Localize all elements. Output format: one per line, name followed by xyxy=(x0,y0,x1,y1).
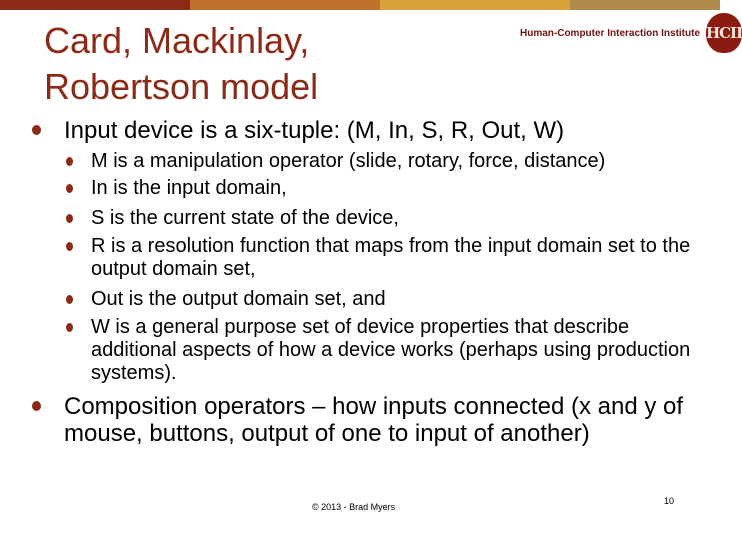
logo-text: Human-Computer Interaction Institute xyxy=(520,27,701,39)
bullet-dot-icon xyxy=(66,323,73,332)
bullet-text: Input device is a six-tuple: (M, In, S, R, Out, W) xyxy=(64,117,565,144)
hcii-logo xyxy=(520,10,742,56)
bullet-dot-icon xyxy=(32,125,41,135)
bullet-text: In is the input domain, xyxy=(91,177,287,199)
bullet-dot-icon xyxy=(66,295,73,304)
footer-copyright: © 2013 - Brad Myers xyxy=(312,502,396,512)
bullet-text: W is a general purpose set of device properties that describe additional aspects of how a device works (perhaps using production systems). xyxy=(91,316,691,384)
page-number: 10 xyxy=(664,496,675,506)
title-line-1: Card, Mackinlay, xyxy=(44,20,310,61)
bullet-dot-icon xyxy=(66,157,73,166)
bullet-dot-icon xyxy=(66,214,73,223)
bullet-text: M is a manipulation operator (slide, rotary, force, distance) xyxy=(91,150,606,172)
hcii-seal-icon xyxy=(706,13,742,53)
bullet-text: Composition operators – how inputs connected (x and y of mouse, buttons, output of one to input of another) xyxy=(64,393,684,447)
slide-title xyxy=(44,18,318,110)
title-line-2: Robertson model xyxy=(44,66,319,107)
bullet-text: Out is the output domain set, and xyxy=(91,288,386,310)
bullet-dot-icon xyxy=(66,242,73,251)
bullet-text: S is the current state of the device, xyxy=(91,207,399,229)
top-color-bar xyxy=(0,0,720,10)
bullet-dot-icon xyxy=(32,401,41,411)
logo-mark: HCII xyxy=(705,24,742,42)
bullet-dot-icon xyxy=(66,184,73,193)
bullet-text: R is a resolution function that maps from the input domain set to the output domain set, xyxy=(91,235,691,280)
